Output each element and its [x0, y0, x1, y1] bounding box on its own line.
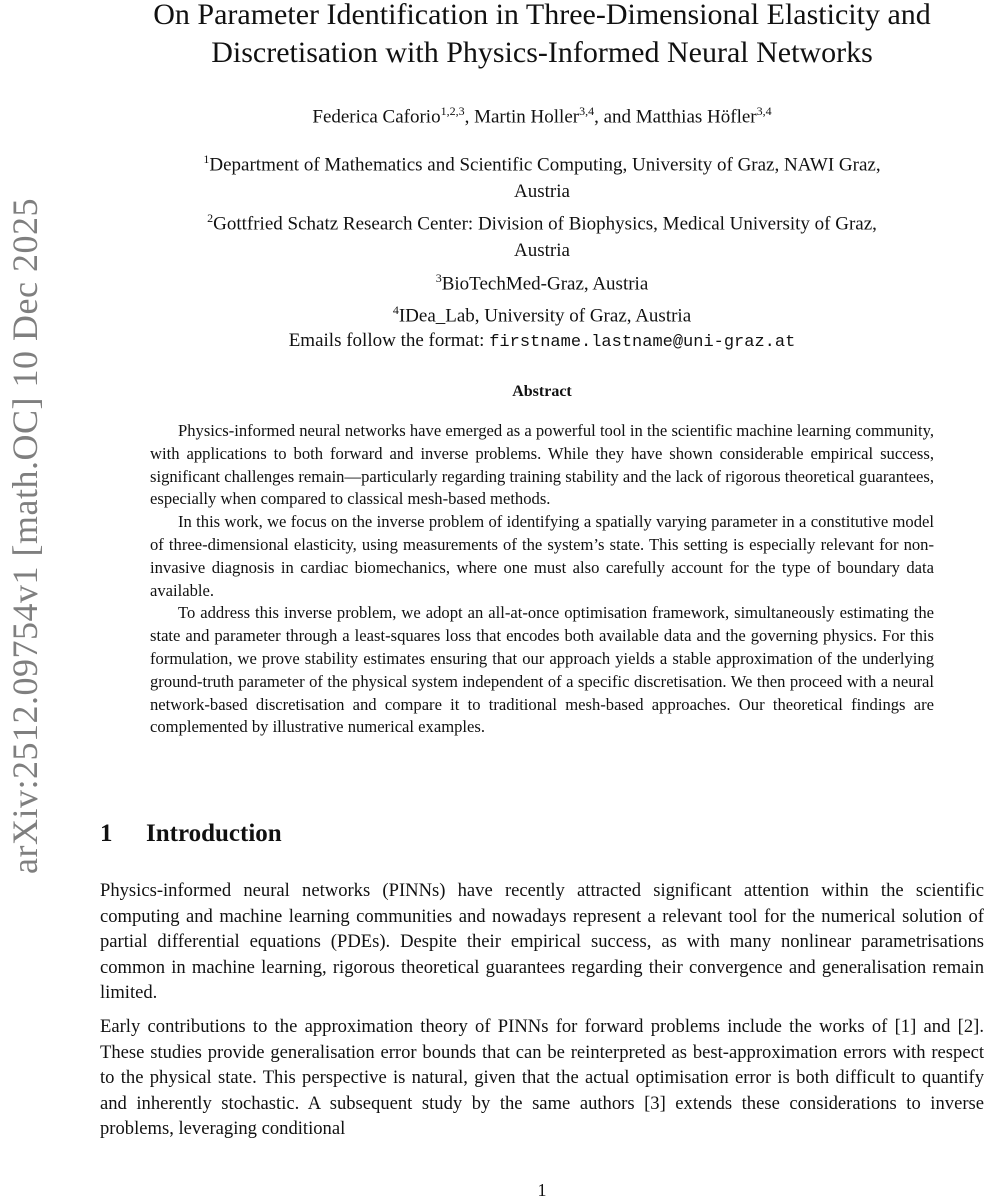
title-line-2: Discretisation with Physics-Informed Neural Networks	[211, 36, 873, 69]
abstract-paragraph: In this work, we focus on the inverse problem of identifying a spatially varying parameter in a constitutive model of three-dimensional elasticity, using measurements of the system’s state. This setting is especially relevant for non-invasive diagnosis in cardiac biomechanics, where one must also carefully account for the type of boundary data available.	[150, 512, 934, 600]
email-format-note	[100, 328, 984, 356]
abstract-body	[150, 420, 934, 739]
affiliation-2	[100, 205, 984, 238]
affiliation-marker: 2	[207, 211, 214, 226]
author-separator: , and	[594, 106, 636, 128]
author-list	[100, 98, 984, 130]
affiliation-text: BioTechMed-Graz, Austria	[441, 272, 649, 294]
introduction-body	[100, 878, 984, 1150]
author-name: Matthias Höfler	[635, 106, 757, 128]
affiliation-marker: 1	[203, 152, 210, 166]
body-paragraph: Physics-informed neural networks (PINNs) have recently attracted significant attention within the scientific computing and machine learning communities and nowadays represent a relevant tool for the numerical solution of partial differential equations (PDEs). Despite their empirical success, as with many nonlinear parametrisations common in machine learning, rigorous theoretical guarantees regarding their convergence and generalisation remain limited.	[100, 880, 984, 1004]
affiliation-marker: 3	[435, 270, 442, 285]
affiliation-text: Gottfried Schatz Research Center: Division of Biophysics, Medical University of Graz,	[213, 213, 877, 235]
affiliation-1	[100, 146, 984, 179]
affiliation-4	[100, 297, 984, 330]
affiliation-3	[100, 265, 984, 298]
author-name: Federica Caforio	[312, 106, 441, 128]
arxiv-identifier-stamp[interactable]: arXiv:2512.09754v1 [math.OC] 10 Dec 2025	[5, 198, 45, 874]
section-heading-introduction	[100, 820, 800, 848]
affiliation-text: Department of Mathematics and Scientific Computing, University of Graz, NAWI Graz,	[209, 154, 881, 176]
author-affiliation-marker: 1,2,3	[440, 104, 465, 118]
abstract-heading: Abstract	[512, 383, 572, 400]
email-format-pattern: firstname.lastname@uni-graz.at	[489, 333, 796, 352]
abstract-paragraph: To address this inverse problem, we adopt an all-at-once optimisation framework, simultaneously estimating the state and parameter through a least-squares loss that encodes both available data and the governing physics. For this formulation, we prove stability estimates ensuring that our approach yields a stable approximation of the underlying ground-truth parameter of the physical system independent of a specific discretisation. We then proceed with a neural network-based discretisation and compare it to traditional mesh-based approaches. Our theoretical findings are complemented by illustrative numerical examples.	[150, 603, 934, 737]
page-number: 1	[537, 1180, 547, 1200]
author-separator: ,	[464, 106, 475, 128]
affiliation-marker: 4	[392, 303, 399, 318]
section-number: 1	[100, 820, 113, 847]
affiliation-2-continued: Austria	[514, 240, 570, 262]
author-affiliation-marker: 3,4	[579, 104, 595, 118]
affiliation-text: IDea_Lab, University of Graz, Austria	[398, 305, 692, 327]
section-title: Introduction	[146, 820, 282, 847]
affiliation-1-continued: Austria	[514, 180, 570, 202]
author-name: Martin Holler	[474, 106, 580, 128]
abstract-paragraph: Physics-informed neural networks have emerged as a powerful tool in the scientific machine learning community, with applications to both forward and inverse problems. While they have shown considerable empirical success, significant challenges remain—particularly regarding training stability and the lack of rigorous theoretical guarantees, especially when compared to classical mesh-based methods.	[150, 421, 934, 509]
body-paragraph: Early contributions to the approximation theory of PINNs for forward problems include the works of [1] and [2]. These studies provide generalisation error bounds that can be reinterpreted as best-approximation errors with respect to the physical state. This perspective is natural, given that the actual optimisation error is both difficult to quantify and inherently stochastic. A subsequent study by the same authors [3] extends these considerations to inverse problems, leveraging conditional	[100, 1015, 984, 1140]
paper-title	[100, 0, 984, 72]
author-affiliation-marker: 3,4	[756, 104, 772, 118]
title-line-1: On Parameter Identification in Three-Dimensional Elasticity and	[153, 0, 931, 31]
email-format-label: Emails follow the format:	[288, 330, 485, 351]
affiliation-list	[100, 146, 984, 330]
